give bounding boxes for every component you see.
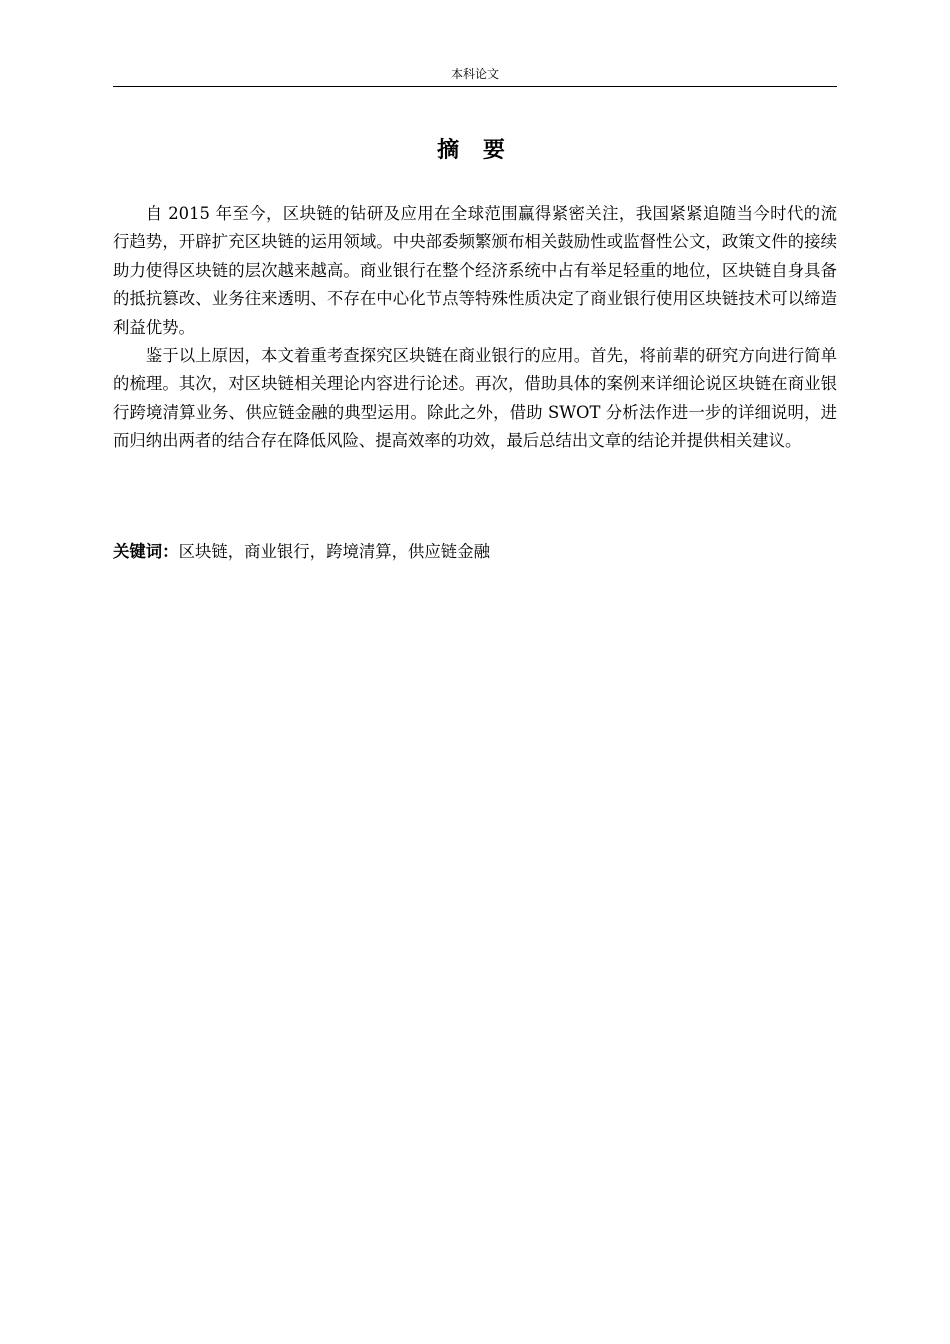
keywords-label: 关键词： [113,542,179,561]
running-title: 本科论文 [450,67,499,81]
keywords [113,538,837,566]
abstract-title: 摘 要 [437,138,513,163]
page-header [113,66,837,87]
abstract-paragraph-1: 自 2015 年至今，区块链的钻研及应用在全球范围赢得紧密关注，我国紧紧追随当今时代的流行趋势，开辟扩充区块链的运用领域。中央部委频繁颁布相关鼓励性或监督性公文，政策文件的接续助力使得区块链的层次越来越高。商业银行在整个经济系统中占有举足轻重的地位，区块链自身具备的抵抗篡改、业务往来透明、不存在中心化节点等特殊性质决定了商业银行使用区块链技术可以缔造利益优势。 [113,204,837,337]
abstract-paragraph-2: 鉴于以上原因，本文着重考查探究区块链在商业银行的应用。首先，将前辈的研究方向进行简单的梳理。其次，对区块链相关理论内容进行论述。再次，借助具体的案例来详细论说区块链在商业银行跨境清算业务、供应链金融的典型运用。除此之外，借助 SWOT 分析法作进一步的详细说明，进而归纳出两者的结合存在降低风险、提高效率的功效，最后总结出文章的结论并提供相关建议。 [113,346,837,451]
keywords-text: 区块链，商业银行，跨境清算，供应链金融 [178,542,490,561]
abstract-body [113,200,837,456]
